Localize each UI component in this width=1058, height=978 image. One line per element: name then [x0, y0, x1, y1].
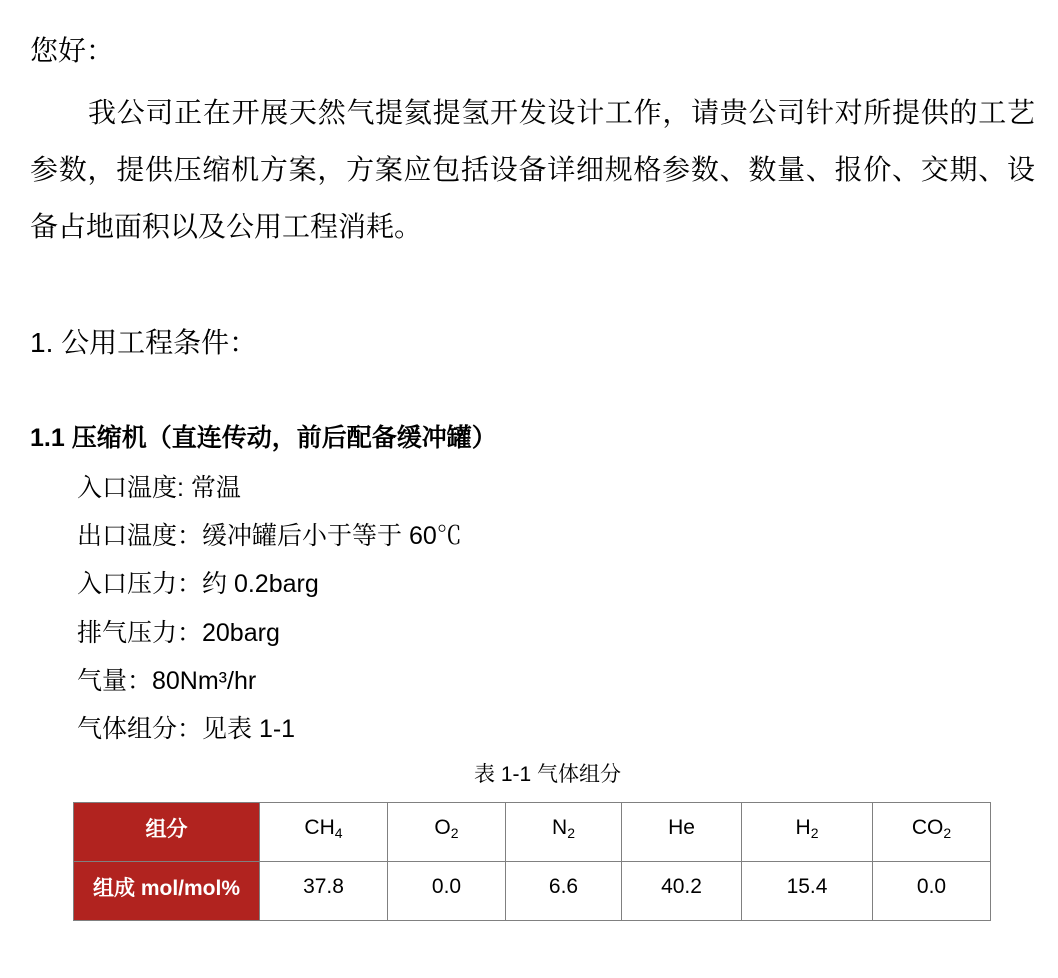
table-caption: 表 1-1 气体组分 [474, 763, 622, 786]
formula-subscript: 2 [810, 825, 819, 841]
subsection-heading-compressor: 1.1 压缩机（直连传动，前后配备缓冲罐） [30, 424, 497, 452]
intro-line: 我公司正在开展天然气提氦提氢开发设计工作，请贵公司针对所提供的工艺 [88, 98, 1035, 129]
table-cell-value-ch4: 37.8 [260, 862, 388, 921]
table-header-row [74, 803, 991, 862]
table-row-label: 组成 mol/mol% [74, 862, 260, 921]
condition-gas-composition: 气体组分：见表 1-1 [77, 714, 296, 743]
formula-base: H [795, 816, 811, 839]
condition-outlet-temperature: 出口温度：缓冲罐后小于等于 60℃ [77, 522, 462, 551]
table-header-cell-he [622, 803, 742, 862]
compressor-conditions-list [77, 464, 462, 753]
table-cell-value-o2: 0.0 [388, 862, 506, 921]
formula-base: CH [304, 816, 335, 839]
condition-inlet-temperature: 入口温度: 常温 [77, 474, 241, 502]
section-heading-utility-conditions: 1. 公用工程条件： [30, 327, 258, 358]
table-header-label: 组分 [74, 803, 260, 862]
formula-subscript: 2 [943, 825, 952, 841]
intro-line: 备占地面积以及公用工程消耗。 [30, 212, 423, 243]
intro-line: 参数，提供压缩机方案，方案应包括设备详细规格参数、数量、报价、交期、设 [30, 155, 1035, 186]
table-header-cell-co2 [873, 803, 991, 862]
table-cell-value-h2: 15.4 [742, 862, 873, 921]
table-header-cell-o2 [388, 803, 506, 862]
table-row [74, 862, 991, 921]
table-cell-value-he: 40.2 [622, 862, 742, 921]
table-cell-value-n2: 6.6 [506, 862, 622, 921]
formula-base: He [668, 816, 695, 839]
intro-paragraph [30, 85, 1035, 256]
table-cell-value-co2: 0.0 [873, 862, 991, 921]
formula-subscript: 2 [450, 825, 459, 841]
condition-gas-flow: 气量：80Nm³/hr [77, 666, 257, 695]
formula-subscript: 4 [334, 825, 343, 841]
formula-base: N [552, 816, 568, 839]
table-header-cell-ch4 [260, 803, 388, 862]
condition-discharge-pressure: 排气压力：20barg [77, 618, 280, 647]
formula-base: O [434, 816, 451, 839]
table-header-cell-n2 [506, 803, 622, 862]
formula-subscript: 2 [567, 825, 575, 841]
condition-inlet-pressure: 入口压力：约 0.2barg [77, 570, 319, 599]
gas-composition-table [73, 802, 991, 921]
greeting: 您好： [30, 36, 115, 67]
formula-base: CO [911, 816, 944, 839]
table-header-cell-h2 [742, 803, 873, 862]
